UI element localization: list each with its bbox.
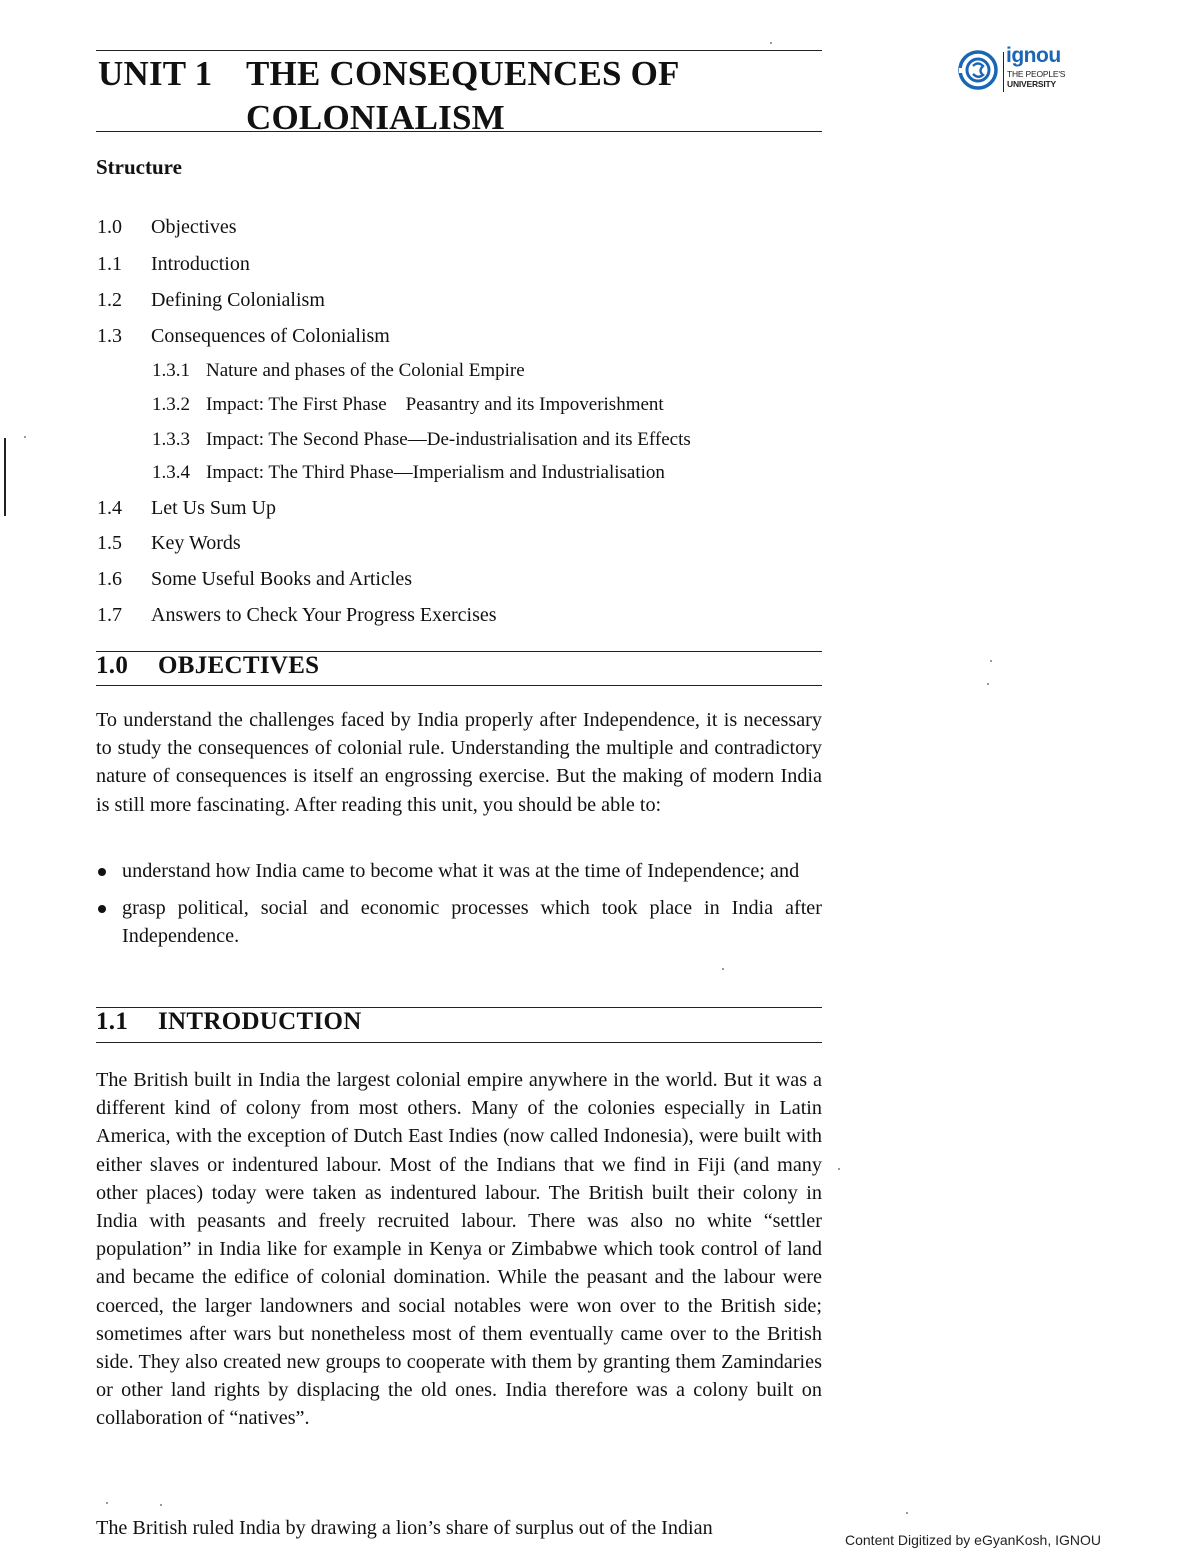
- introduction-paragraph-2: The British ruled India by drawing a lion’s share of surplus out of the Indian: [96, 1517, 713, 1539]
- ignou-emblem-icon: [957, 50, 999, 90]
- structure-item-text: Introduction: [151, 253, 250, 275]
- objectives-title: OBJECTIVES: [158, 652, 320, 679]
- objectives-intro: To understand the challenges faced by India properly after Independence, it is necessary to study the consequences of colonial rule. Understanding the multiple and contradictory nature of consequences is itself an engrossing exercise. But the making of modern India is still more fascinating. After reading this unit, you should be able to:: [96, 709, 822, 816]
- scan-speck: [24, 436, 26, 438]
- unit-title-line2: COLONIALISM: [246, 98, 505, 137]
- structure-item-text: Answers to Check Your Progress Exercises: [151, 604, 497, 626]
- scan-speck: [987, 683, 989, 685]
- bullet-dot-icon: [98, 905, 106, 913]
- structure-item-number: 1.5: [97, 532, 122, 554]
- unit-title: [98, 52, 828, 140]
- scan-margin-mark: [4, 438, 6, 516]
- scan-speck: [906, 1512, 908, 1514]
- introduction-heading: [96, 1008, 362, 1036]
- objectives-bullet-text: grasp political, social and economic processes which took place in India after Independence.: [122, 897, 822, 948]
- objectives-heading: [96, 652, 319, 680]
- structure-item-text: Impact: The Second Phase—De-industrialisation and its Effects: [206, 429, 691, 450]
- structure-item-number: 1.3.3: [152, 429, 190, 450]
- bullet-dot-icon: [98, 868, 106, 876]
- logo-tagline-line1: THE PEOPLE'S: [1007, 69, 1066, 79]
- introduction-bottom-rule: [96, 1042, 822, 1043]
- unit-label: UNIT 1: [98, 54, 213, 93]
- structure-item-number: 1.3.4: [152, 462, 190, 483]
- objectives-bottom-rule: [96, 685, 822, 686]
- objectives-bullet-list: [96, 857, 822, 960]
- structure-item-text: Nature and phases of the Colonial Empire: [206, 360, 525, 381]
- logo-tagline-line2: UNIVERSITY: [1007, 78, 1057, 89]
- structure-item-text: Impact: The First Phase Peasantry and its Impoverishment: [206, 394, 664, 415]
- scan-speck: [990, 660, 992, 662]
- structure-item-text: Let Us Sum Up: [151, 497, 276, 519]
- structure-item-number: 1.7: [97, 604, 122, 626]
- structure-item-text: Consequences of Colonialism: [151, 325, 390, 347]
- objectives-bullet-text: understand how India came to become what it was at the time of Independence; and: [122, 860, 800, 882]
- objectives-bullet: [96, 894, 822, 950]
- scan-speck: [160, 1504, 162, 1506]
- introduction-title: INTRODUCTION: [158, 1008, 362, 1035]
- structure-item-number: 1.0: [97, 216, 122, 238]
- introduction-paragraph-1: The British built in India the largest colonial empire anywhere in the world. But it was a different kind of colony from most others. Many of the colonies especially in Latin America, with the exception of Dutch East Indies (now called Indonesia), were built with either slaves or indentured labour. Most of the Indians that we find in Fiji (and many other places) today were taken as indentured labour. The British built their colony in India with peasants and freely recruited labour. There was also no white “settler population” in India like for example in Kenya or Zimbabwe which took control of land and became the edifice of colonial domination. While the peasant and the labour were coerced, the larger landowners and social notables were won over to the British side; sometimes after wars but nonetheless most of them eventually came over to the British side. They also created new groups to cooperate with them by granting them Zamindaries or other land rights by displacing the old ones. India therefore was a colony built on collaboration of “natives”.: [96, 1069, 822, 1430]
- structure-heading: Structure: [96, 155, 182, 179]
- introduction-number: 1.1: [96, 1008, 129, 1035]
- objectives-bullet: [96, 857, 822, 885]
- scan-speck: [770, 42, 772, 44]
- structure-item-text: Impact: The Third Phase—Imperialism and Industrialisation: [206, 462, 665, 483]
- logo-tagline: [1007, 70, 1065, 89]
- ignou-logo: [957, 44, 1072, 96]
- scan-speck: [106, 1502, 108, 1504]
- scan-speck: [722, 968, 724, 970]
- structure-item-text: Objectives: [151, 216, 237, 238]
- logo-separator: [1003, 52, 1004, 92]
- title-top-rule: [96, 50, 822, 51]
- structure-item-number: 1.3: [97, 325, 122, 347]
- structure-item-number: 1.3.1: [152, 360, 190, 381]
- structure-item-text: Some Useful Books and Articles: [151, 568, 413, 590]
- structure-item-text: Key Words: [151, 532, 241, 554]
- footer-credit: Content Digitized by eGyanKosh, IGNOU: [845, 1532, 1102, 1548]
- structure-item-number: 1.1: [97, 253, 122, 275]
- structure-item-number: 1.6: [97, 568, 122, 590]
- scan-speck: [838, 1168, 840, 1170]
- structure-item-number: 1.4: [97, 497, 122, 519]
- structure-item-number: 1.3.2: [152, 394, 190, 415]
- structure-item-number: 1.2: [97, 289, 122, 311]
- logo-wordmark: ignou: [1006, 44, 1061, 67]
- structure-item-text: Defining Colonialism: [151, 289, 325, 311]
- objectives-number: 1.0: [96, 652, 129, 679]
- unit-title-line1: THE CONSEQUENCES OF: [246, 54, 680, 93]
